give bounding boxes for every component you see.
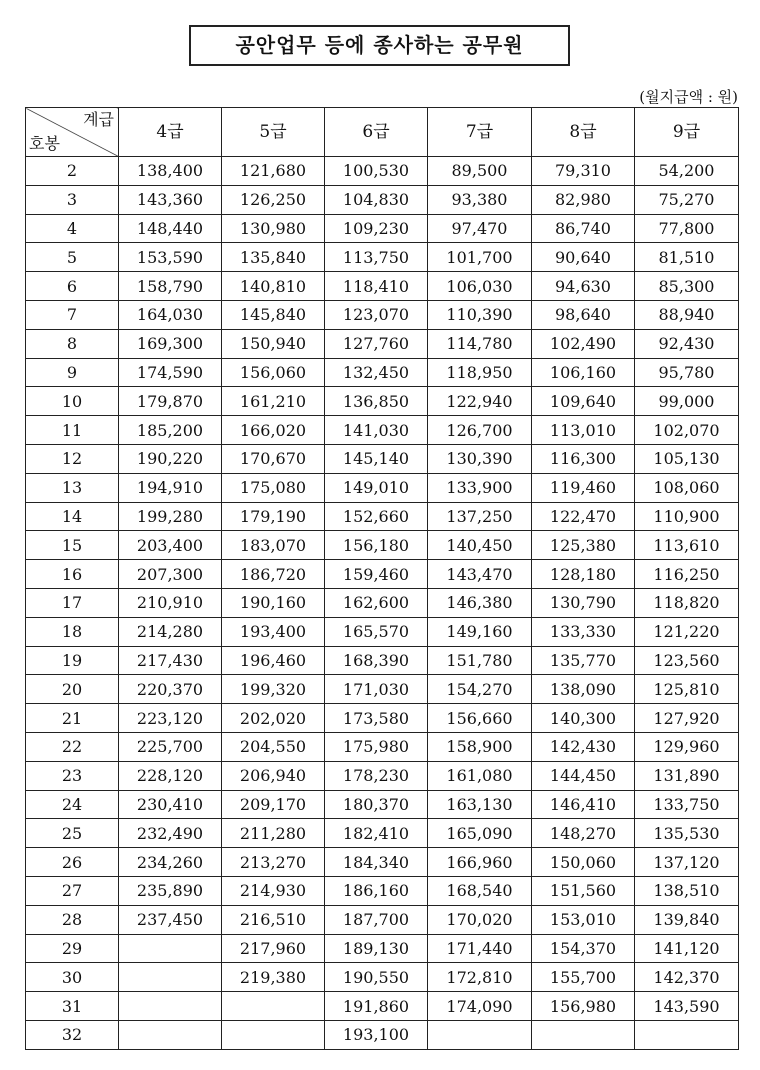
step-cell: 14 <box>26 502 119 531</box>
column-header: 7급 <box>428 108 532 157</box>
table-row <box>26 963 739 992</box>
salary-cell: 196,460 <box>222 646 325 675</box>
table-row <box>26 617 739 646</box>
salary-cell <box>119 1020 222 1049</box>
salary-cell: 102,490 <box>532 329 635 358</box>
salary-cell: 145,840 <box>222 300 325 329</box>
salary-cell: 172,810 <box>428 963 532 992</box>
step-cell: 28 <box>26 905 119 934</box>
salary-cell: 190,160 <box>222 588 325 617</box>
salary-cell: 106,160 <box>532 358 635 387</box>
table-row <box>26 300 739 329</box>
salary-cell: 186,720 <box>222 560 325 589</box>
salary-cell: 125,810 <box>635 675 739 704</box>
salary-cell: 98,640 <box>532 300 635 329</box>
salary-cell: 149,010 <box>325 473 428 502</box>
salary-cell: 140,810 <box>222 272 325 301</box>
salary-cell: 121,220 <box>635 617 739 646</box>
salary-cell: 220,370 <box>119 675 222 704</box>
salary-cell: 119,460 <box>532 473 635 502</box>
table-row <box>26 876 739 905</box>
salary-cell: 81,510 <box>635 243 739 272</box>
salary-cell: 156,180 <box>325 531 428 560</box>
salary-cell: 77,800 <box>635 214 739 243</box>
salary-cell: 54,200 <box>635 157 739 186</box>
step-cell: 31 <box>26 992 119 1021</box>
salary-cell: 143,590 <box>635 992 739 1021</box>
table-row <box>26 905 739 934</box>
table-row <box>26 761 739 790</box>
salary-cell: 116,250 <box>635 560 739 589</box>
salary-cell: 130,790 <box>532 588 635 617</box>
salary-cell: 166,960 <box>428 848 532 877</box>
salary-cell: 79,310 <box>532 157 635 186</box>
salary-cell: 186,160 <box>325 876 428 905</box>
salary-cell: 163,130 <box>428 790 532 819</box>
step-cell: 10 <box>26 387 119 416</box>
salary-cell: 193,100 <box>325 1020 428 1049</box>
salary-cell: 191,860 <box>325 992 428 1021</box>
salary-cell: 217,430 <box>119 646 222 675</box>
salary-cell: 161,210 <box>222 387 325 416</box>
salary-cell: 100,530 <box>325 157 428 186</box>
salary-cell: 199,280 <box>119 502 222 531</box>
salary-cell: 203,400 <box>119 531 222 560</box>
salary-cell: 109,640 <box>532 387 635 416</box>
salary-cell: 185,200 <box>119 416 222 445</box>
salary-cell: 126,700 <box>428 416 532 445</box>
salary-cell: 158,790 <box>119 272 222 301</box>
step-cell: 8 <box>26 329 119 358</box>
salary-cell: 194,910 <box>119 473 222 502</box>
salary-cell: 123,070 <box>325 300 428 329</box>
salary-cell: 169,300 <box>119 329 222 358</box>
salary-cell: 140,300 <box>532 704 635 733</box>
salary-cell: 121,680 <box>222 157 325 186</box>
salary-cell: 122,470 <box>532 502 635 531</box>
table-row <box>26 185 739 214</box>
table-row <box>26 560 739 589</box>
salary-cell: 109,230 <box>325 214 428 243</box>
salary-cell: 187,700 <box>325 905 428 934</box>
salary-cell <box>222 992 325 1021</box>
salary-cell: 131,890 <box>635 761 739 790</box>
salary-cell: 125,380 <box>532 531 635 560</box>
salary-cell: 168,390 <box>325 646 428 675</box>
salary-cell: 133,900 <box>428 473 532 502</box>
salary-cell: 156,660 <box>428 704 532 733</box>
salary-cell: 82,980 <box>532 185 635 214</box>
column-header: 9급 <box>635 108 739 157</box>
salary-cell: 118,820 <box>635 588 739 617</box>
corner-step-label: 호봉 <box>29 134 60 153</box>
table-row <box>26 819 739 848</box>
salary-cell: 156,980 <box>532 992 635 1021</box>
table-row <box>26 502 739 531</box>
salary-cell: 219,380 <box>222 963 325 992</box>
salary-cell: 171,030 <box>325 675 428 704</box>
step-cell: 17 <box>26 588 119 617</box>
salary-cell: 135,770 <box>532 646 635 675</box>
step-cell: 26 <box>26 848 119 877</box>
salary-cell <box>119 963 222 992</box>
salary-cell: 114,780 <box>428 329 532 358</box>
table-row <box>26 444 739 473</box>
salary-cell: 141,030 <box>325 416 428 445</box>
salary-cell: 217,960 <box>222 934 325 963</box>
salary-cell: 228,120 <box>119 761 222 790</box>
table-row <box>26 646 739 675</box>
salary-cell: 127,760 <box>325 329 428 358</box>
document-title: 공안업무 등에 종사하는 공무원 <box>189 25 570 66</box>
salary-cell: 202,020 <box>222 704 325 733</box>
salary-cell: 193,400 <box>222 617 325 646</box>
header-row <box>26 108 739 157</box>
salary-cell: 118,950 <box>428 358 532 387</box>
table-row <box>26 531 739 560</box>
salary-cell: 141,120 <box>635 934 739 963</box>
table-row <box>26 243 739 272</box>
salary-cell: 149,160 <box>428 617 532 646</box>
salary-cell: 178,230 <box>325 761 428 790</box>
salary-cell: 154,270 <box>428 675 532 704</box>
salary-cell: 140,450 <box>428 531 532 560</box>
table-row <box>26 588 739 617</box>
step-cell: 15 <box>26 531 119 560</box>
salary-cell: 88,940 <box>635 300 739 329</box>
salary-cell: 92,430 <box>635 329 739 358</box>
salary-cell: 174,590 <box>119 358 222 387</box>
salary-cell: 144,450 <box>532 761 635 790</box>
salary-cell: 223,120 <box>119 704 222 733</box>
step-cell: 13 <box>26 473 119 502</box>
step-cell: 19 <box>26 646 119 675</box>
salary-cell: 127,920 <box>635 704 739 733</box>
step-cell: 7 <box>26 300 119 329</box>
step-cell: 30 <box>26 963 119 992</box>
step-cell: 29 <box>26 934 119 963</box>
column-header: 8급 <box>532 108 635 157</box>
salary-cell: 113,750 <box>325 243 428 272</box>
table-row <box>26 358 739 387</box>
salary-cell: 123,560 <box>635 646 739 675</box>
step-cell: 24 <box>26 790 119 819</box>
salary-cell: 206,940 <box>222 761 325 790</box>
salary-cell <box>119 992 222 1021</box>
salary-cell: 130,980 <box>222 214 325 243</box>
step-cell: 23 <box>26 761 119 790</box>
salary-cell: 232,490 <box>119 819 222 848</box>
step-cell: 5 <box>26 243 119 272</box>
step-cell: 20 <box>26 675 119 704</box>
table-row <box>26 387 739 416</box>
salary-cell: 137,120 <box>635 848 739 877</box>
salary-cell <box>119 934 222 963</box>
salary-cell: 142,370 <box>635 963 739 992</box>
table-row <box>26 732 739 761</box>
salary-cell: 165,090 <box>428 819 532 848</box>
salary-cell: 118,410 <box>325 272 428 301</box>
salary-cell: 94,630 <box>532 272 635 301</box>
salary-cell: 90,640 <box>532 243 635 272</box>
salary-cell: 110,390 <box>428 300 532 329</box>
salary-cell: 137,250 <box>428 502 532 531</box>
salary-cell: 168,540 <box>428 876 532 905</box>
salary-cell: 159,460 <box>325 560 428 589</box>
table-row <box>26 848 739 877</box>
salary-cell: 183,070 <box>222 531 325 560</box>
column-header: 5급 <box>222 108 325 157</box>
salary-cell: 150,940 <box>222 329 325 358</box>
salary-cell: 138,510 <box>635 876 739 905</box>
salary-cell: 95,780 <box>635 358 739 387</box>
salary-cell: 213,270 <box>222 848 325 877</box>
salary-cell: 170,020 <box>428 905 532 934</box>
salary-cell <box>635 1020 739 1049</box>
salary-cell: 173,580 <box>325 704 428 733</box>
salary-cell: 161,080 <box>428 761 532 790</box>
salary-cell: 162,600 <box>325 588 428 617</box>
table-row <box>26 934 739 963</box>
salary-cell: 143,470 <box>428 560 532 589</box>
salary-cell: 210,910 <box>119 588 222 617</box>
salary-cell: 199,320 <box>222 675 325 704</box>
salary-cell: 153,010 <box>532 905 635 934</box>
salary-cell: 143,360 <box>119 185 222 214</box>
column-header: 6급 <box>325 108 428 157</box>
salary-cell: 102,070 <box>635 416 739 445</box>
table-row <box>26 704 739 733</box>
step-cell: 18 <box>26 617 119 646</box>
table-row <box>26 992 739 1021</box>
salary-cell: 153,590 <box>119 243 222 272</box>
salary-cell: 151,780 <box>428 646 532 675</box>
salary-cell: 145,140 <box>325 444 428 473</box>
salary-cell: 85,300 <box>635 272 739 301</box>
table-row <box>26 214 739 243</box>
salary-cell: 190,550 <box>325 963 428 992</box>
salary-cell: 204,550 <box>222 732 325 761</box>
step-cell: 22 <box>26 732 119 761</box>
salary-cell: 97,470 <box>428 214 532 243</box>
salary-cell: 225,700 <box>119 732 222 761</box>
table-row <box>26 272 739 301</box>
salary-cell: 135,530 <box>635 819 739 848</box>
step-cell: 4 <box>26 214 119 243</box>
salary-cell: 214,280 <box>119 617 222 646</box>
salary-cell: 133,330 <box>532 617 635 646</box>
salary-cell: 211,280 <box>222 819 325 848</box>
salary-cell: 116,300 <box>532 444 635 473</box>
salary-cell: 130,390 <box>428 444 532 473</box>
salary-cell: 146,380 <box>428 588 532 617</box>
salary-cell: 122,940 <box>428 387 532 416</box>
table-row <box>26 1020 739 1049</box>
step-cell: 21 <box>26 704 119 733</box>
salary-cell <box>532 1020 635 1049</box>
salary-cell: 190,220 <box>119 444 222 473</box>
salary-cell: 138,090 <box>532 675 635 704</box>
salary-cell: 105,130 <box>635 444 739 473</box>
table-row <box>26 675 739 704</box>
table-row <box>26 157 739 186</box>
salary-cell: 101,700 <box>428 243 532 272</box>
salary-cell: 104,830 <box>325 185 428 214</box>
salary-cell: 129,960 <box>635 732 739 761</box>
salary-cell: 155,700 <box>532 963 635 992</box>
salary-cell: 156,060 <box>222 358 325 387</box>
step-cell: 11 <box>26 416 119 445</box>
salary-cell: 165,570 <box>325 617 428 646</box>
table-row <box>26 790 739 819</box>
table-row <box>26 329 739 358</box>
salary-cell <box>428 1020 532 1049</box>
salary-cell: 154,370 <box>532 934 635 963</box>
salary-cell: 138,400 <box>119 157 222 186</box>
salary-cell: 152,660 <box>325 502 428 531</box>
salary-cell: 151,560 <box>532 876 635 905</box>
salary-cell: 180,370 <box>325 790 428 819</box>
salary-cell: 171,440 <box>428 934 532 963</box>
table-row <box>26 473 739 502</box>
step-cell: 25 <box>26 819 119 848</box>
salary-cell: 113,610 <box>635 531 739 560</box>
column-header: 4급 <box>119 108 222 157</box>
salary-cell: 139,840 <box>635 905 739 934</box>
salary-cell: 216,510 <box>222 905 325 934</box>
salary-cell: 142,430 <box>532 732 635 761</box>
table-body <box>26 157 739 1050</box>
salary-cell: 158,900 <box>428 732 532 761</box>
step-cell: 3 <box>26 185 119 214</box>
step-cell: 2 <box>26 157 119 186</box>
salary-cell: 113,010 <box>532 416 635 445</box>
salary-cell <box>222 1020 325 1049</box>
corner-rank-label: 계급 <box>83 110 114 129</box>
salary-cell: 106,030 <box>428 272 532 301</box>
salary-cell: 128,180 <box>532 560 635 589</box>
salary-cell: 237,450 <box>119 905 222 934</box>
salary-cell: 110,900 <box>635 502 739 531</box>
salary-cell: 108,060 <box>635 473 739 502</box>
salary-cell: 132,450 <box>325 358 428 387</box>
salary-cell: 126,250 <box>222 185 325 214</box>
salary-cell: 209,170 <box>222 790 325 819</box>
salary-cell: 189,130 <box>325 934 428 963</box>
salary-cell: 184,340 <box>325 848 428 877</box>
salary-cell: 99,000 <box>635 387 739 416</box>
salary-cell: 174,090 <box>428 992 532 1021</box>
salary-cell: 182,410 <box>325 819 428 848</box>
corner-header <box>26 108 119 157</box>
salary-cell: 179,870 <box>119 387 222 416</box>
salary-cell: 148,270 <box>532 819 635 848</box>
salary-cell: 133,750 <box>635 790 739 819</box>
salary-cell: 170,670 <box>222 444 325 473</box>
salary-cell: 93,380 <box>428 185 532 214</box>
step-cell: 9 <box>26 358 119 387</box>
salary-cell: 150,060 <box>532 848 635 877</box>
salary-cell: 179,190 <box>222 502 325 531</box>
salary-cell: 234,260 <box>119 848 222 877</box>
step-cell: 32 <box>26 1020 119 1049</box>
salary-table <box>25 107 739 1050</box>
salary-cell: 175,080 <box>222 473 325 502</box>
table-row <box>26 416 739 445</box>
salary-cell: 148,440 <box>119 214 222 243</box>
salary-cell: 207,300 <box>119 560 222 589</box>
step-cell: 6 <box>26 272 119 301</box>
step-cell: 27 <box>26 876 119 905</box>
salary-cell: 175,980 <box>325 732 428 761</box>
salary-cell: 135,840 <box>222 243 325 272</box>
step-cell: 12 <box>26 444 119 473</box>
salary-cell: 86,740 <box>532 214 635 243</box>
salary-cell: 166,020 <box>222 416 325 445</box>
step-cell: 16 <box>26 560 119 589</box>
salary-cell: 230,410 <box>119 790 222 819</box>
salary-cell: 136,850 <box>325 387 428 416</box>
unit-note: (월지급액 : 원) <box>639 88 738 106</box>
salary-cell: 75,270 <box>635 185 739 214</box>
salary-cell: 146,410 <box>532 790 635 819</box>
salary-cell: 214,930 <box>222 876 325 905</box>
salary-cell: 164,030 <box>119 300 222 329</box>
salary-cell: 89,500 <box>428 157 532 186</box>
salary-cell: 235,890 <box>119 876 222 905</box>
